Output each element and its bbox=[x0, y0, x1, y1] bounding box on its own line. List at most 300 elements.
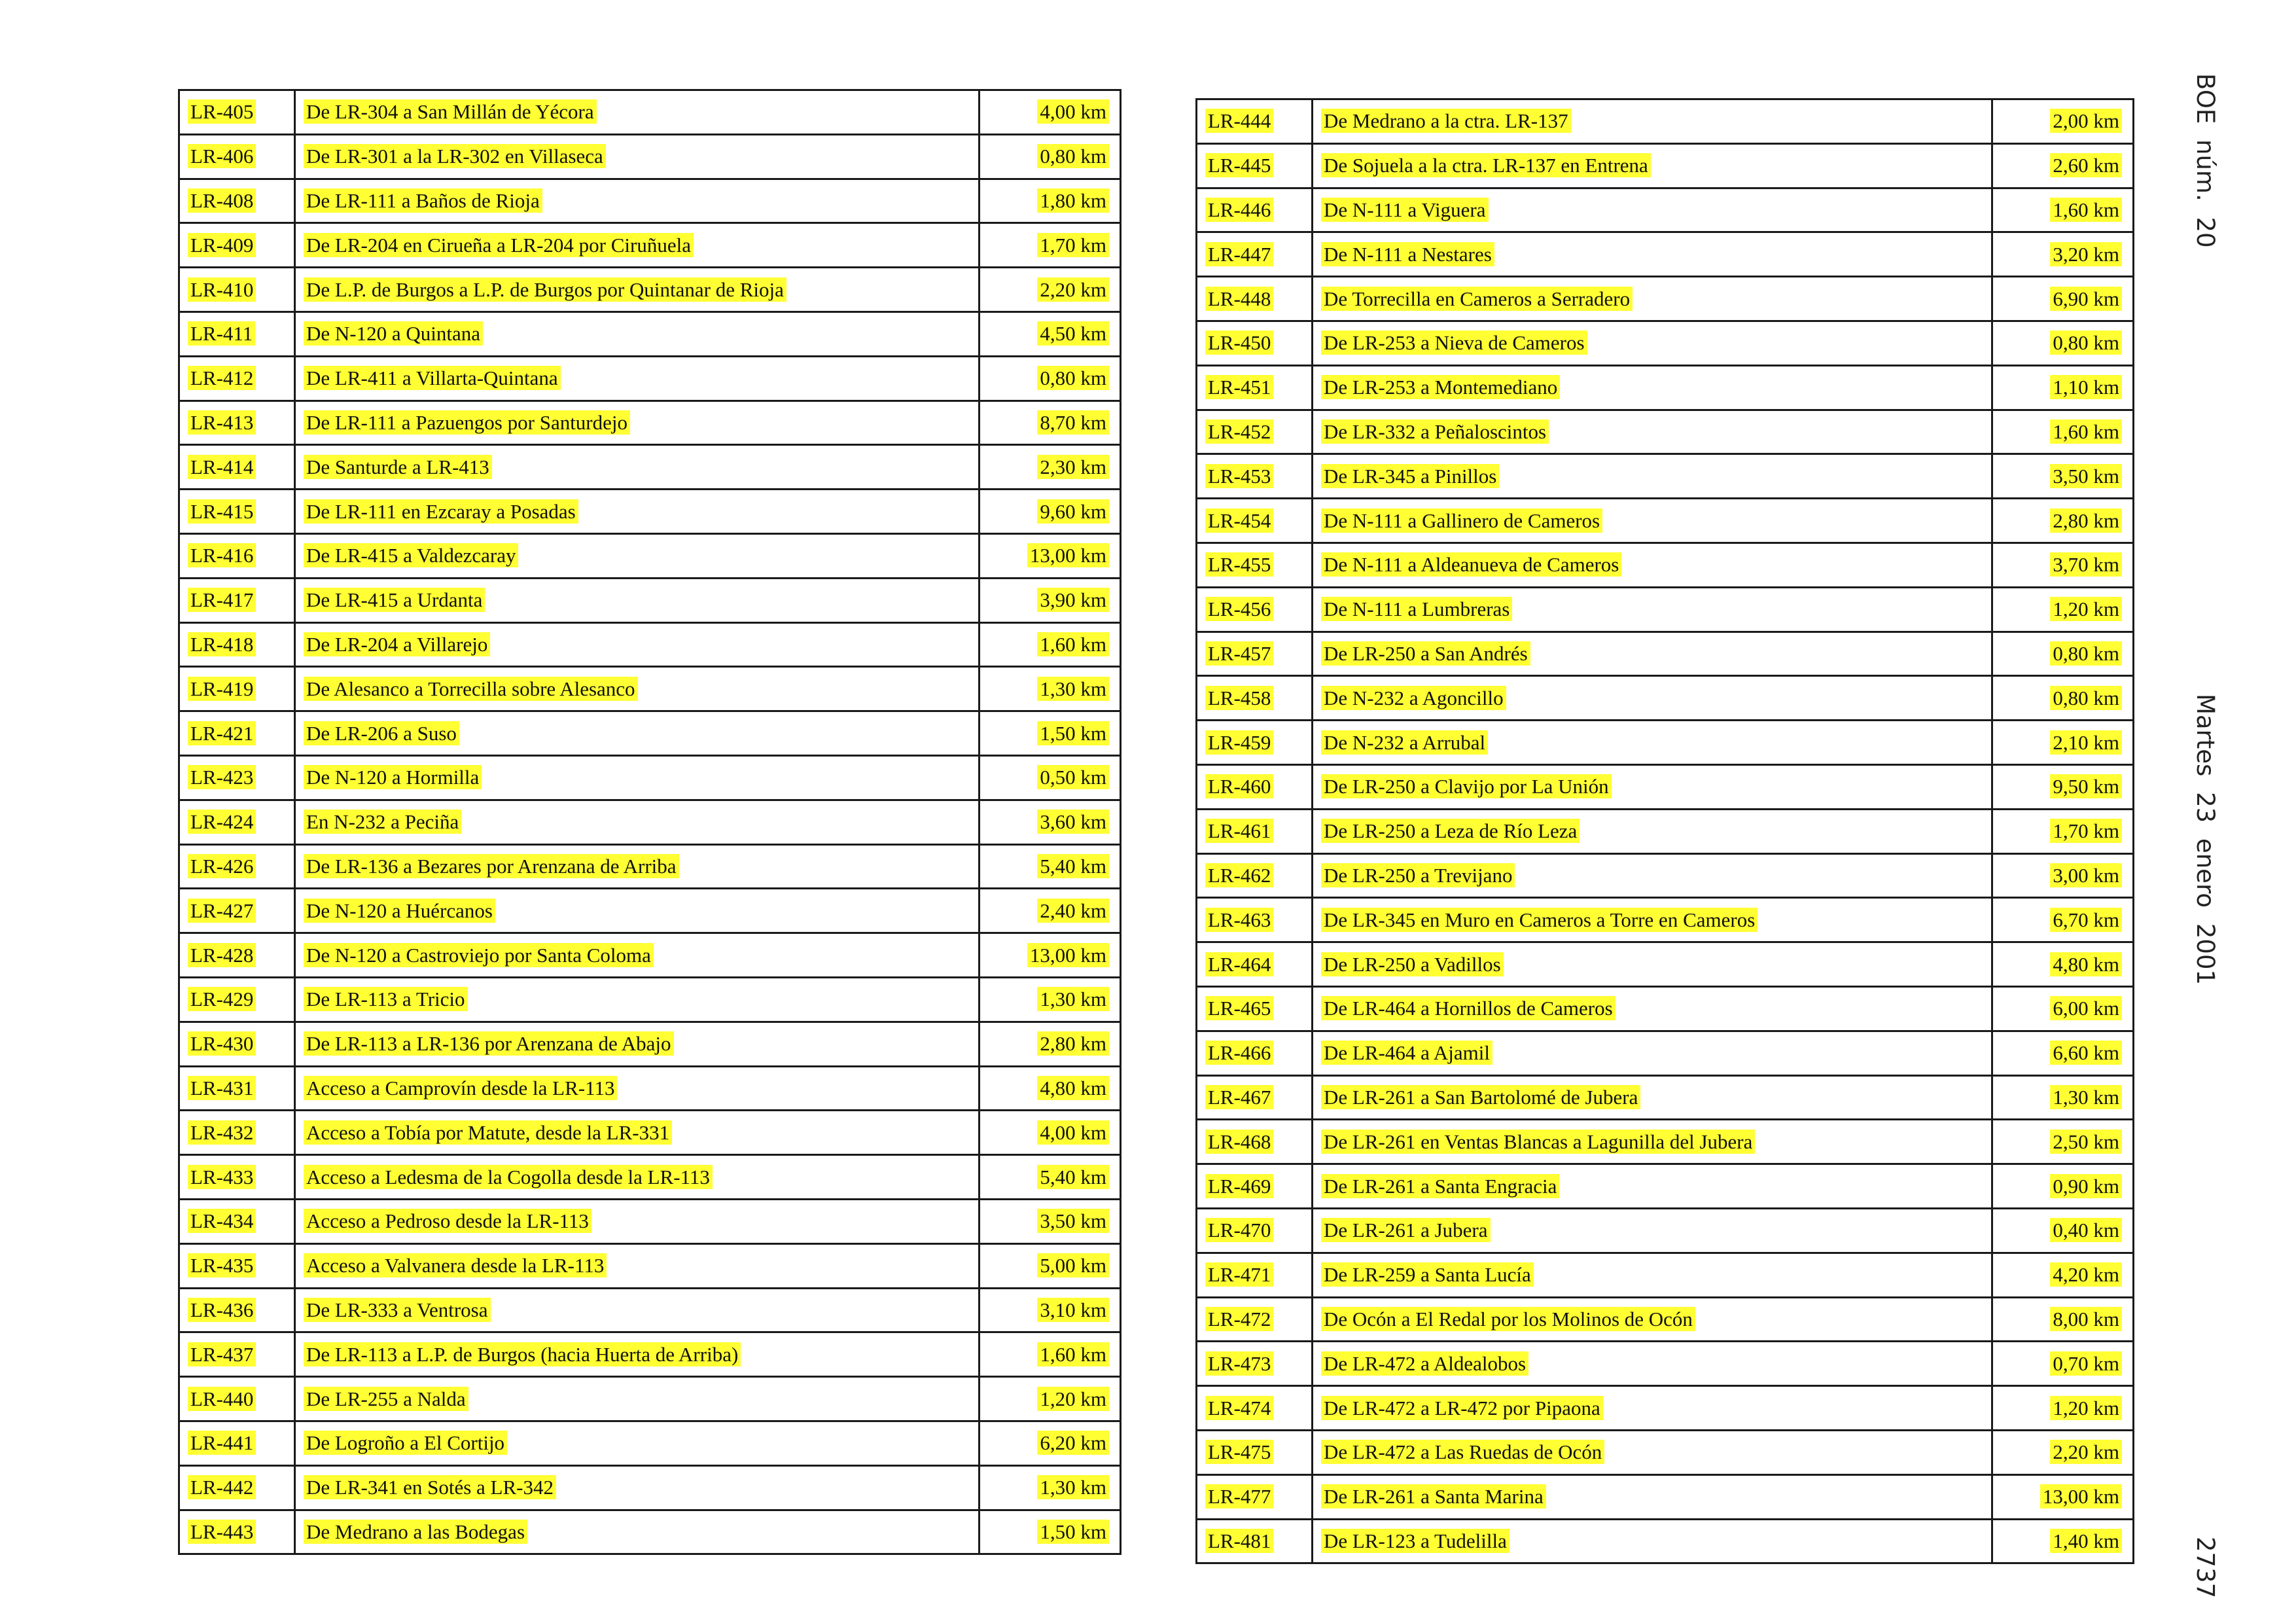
road-code: LR-432 bbox=[188, 1120, 256, 1145]
road-code: LR-415 bbox=[188, 499, 256, 524]
road-distance: 3,20 km bbox=[2050, 242, 2122, 266]
road-distance-cell bbox=[1992, 410, 2134, 454]
road-description-cell bbox=[295, 755, 980, 800]
road-code-cell bbox=[179, 622, 295, 667]
road-code: LR-413 bbox=[188, 410, 256, 435]
road-description-cell bbox=[1313, 1208, 1992, 1253]
road-distance: 3,50 km bbox=[2050, 464, 2122, 488]
road-distance-cell bbox=[1992, 454, 2134, 499]
road-description: De N-111 a Gallinero de Cameros bbox=[1321, 508, 1602, 533]
table-row bbox=[179, 889, 1121, 933]
road-code-cell bbox=[179, 667, 295, 711]
road-description: De LR-415 a Valdezcaray bbox=[304, 543, 518, 567]
road-distance: 6,20 km bbox=[1037, 1431, 1109, 1455]
road-distance-cell bbox=[1992, 499, 2134, 543]
road-distance: 3,60 km bbox=[1037, 810, 1109, 834]
table-row bbox=[179, 1155, 1121, 1200]
road-distance-cell bbox=[980, 800, 1121, 844]
road-code-cell bbox=[179, 1111, 295, 1155]
road-distance-cell bbox=[1992, 898, 2134, 942]
road-code: LR-427 bbox=[188, 899, 256, 923]
road-code: LR-456 bbox=[1205, 597, 1273, 621]
road-code-cell bbox=[179, 844, 295, 889]
road-code-cell bbox=[1197, 1386, 1313, 1431]
road-description-cell bbox=[1313, 499, 1992, 543]
road-code: LR-446 bbox=[1205, 198, 1273, 222]
road-description-cell bbox=[1313, 410, 1992, 454]
road-code-cell bbox=[179, 1199, 295, 1243]
table-row bbox=[1197, 1474, 2134, 1519]
road-code: LR-405 bbox=[188, 99, 256, 124]
road-code-cell bbox=[1197, 1342, 1313, 1386]
road-description: De N-111 a Nestares bbox=[1321, 242, 1494, 266]
road-code-cell bbox=[1197, 1474, 1313, 1519]
road-code: LR-406 bbox=[188, 144, 256, 168]
road-description-cell bbox=[1313, 1031, 1992, 1075]
road-description: De Ocón a El Redal por los Molinos de Ocón bbox=[1321, 1307, 1695, 1331]
road-code: LR-448 bbox=[1205, 287, 1273, 311]
road-description: De LR-204 a Villarejo bbox=[304, 632, 490, 656]
road-description-cell bbox=[1313, 1120, 1992, 1164]
table-row bbox=[1197, 232, 2134, 277]
road-distance-cell bbox=[980, 401, 1121, 445]
road-distance: 13,00 km bbox=[1027, 543, 1109, 567]
road-code: LR-440 bbox=[188, 1387, 256, 1411]
table-row bbox=[179, 667, 1121, 711]
road-code: LR-459 bbox=[1205, 730, 1273, 755]
road-description: De LR-250 a Leza de Río Leza bbox=[1321, 819, 1580, 843]
road-code-cell bbox=[1197, 1120, 1313, 1164]
table-row bbox=[179, 800, 1121, 844]
road-description: De LR-259 a Santa Lucía bbox=[1321, 1262, 1534, 1287]
road-code-cell bbox=[1197, 1075, 1313, 1120]
road-description: Acceso a Valvanera desde la LR-113 bbox=[304, 1253, 607, 1277]
road-code-cell bbox=[179, 356, 295, 401]
road-description-cell bbox=[295, 1421, 980, 1465]
road-code-cell bbox=[1197, 676, 1313, 721]
road-distance-cell bbox=[1992, 853, 2134, 898]
road-description: Acceso a Pedroso desde la LR-113 bbox=[304, 1209, 592, 1233]
road-code-cell bbox=[179, 134, 295, 179]
table-row bbox=[179, 134, 1121, 179]
road-distance-cell bbox=[980, 1288, 1121, 1332]
road-description: De LR-464 a Hornillos de Cameros bbox=[1321, 996, 1616, 1020]
road-description: De N-120 a Castroviejo por Santa Coloma bbox=[304, 943, 654, 967]
road-description-cell bbox=[295, 933, 980, 978]
road-description: De Torrecilla en Cameros a Serradero bbox=[1321, 287, 1633, 311]
road-description: De LR-472 a LR-472 por Pipaona bbox=[1321, 1396, 1603, 1420]
road-code: LR-408 bbox=[188, 188, 256, 213]
road-description-cell bbox=[295, 977, 980, 1022]
road-distance-cell bbox=[1992, 809, 2134, 853]
road-distance: 2,00 km bbox=[2050, 109, 2122, 133]
road-description: De LR-415 a Urdanta bbox=[304, 588, 485, 612]
road-description: De N-120 a Hormilla bbox=[304, 765, 482, 789]
road-code-cell bbox=[1197, 454, 1313, 499]
table-row bbox=[179, 1421, 1121, 1465]
road-distance: 2,60 km bbox=[2050, 153, 2122, 177]
road-code: LR-428 bbox=[188, 943, 256, 967]
table-row bbox=[179, 1377, 1121, 1421]
road-distance: 1,70 km bbox=[1037, 233, 1109, 257]
road-description-cell bbox=[1313, 853, 1992, 898]
road-description-cell bbox=[295, 711, 980, 756]
road-distance: 1,30 km bbox=[2050, 1085, 2122, 1109]
road-code: LR-463 bbox=[1205, 908, 1273, 932]
road-code-cell bbox=[1197, 1164, 1313, 1209]
road-distance-cell bbox=[1992, 632, 2134, 676]
table-row bbox=[179, 268, 1121, 312]
road-description-cell bbox=[295, 1022, 980, 1066]
table-row bbox=[179, 1111, 1121, 1155]
road-description: De N-120 a Huércanos bbox=[304, 899, 495, 923]
road-distance: 2,50 km bbox=[2050, 1130, 2122, 1154]
road-description: De LR-261 a Santa Marina bbox=[1321, 1484, 1546, 1508]
road-distance-cell bbox=[1992, 188, 2134, 232]
road-description-cell bbox=[295, 1332, 980, 1377]
table-row bbox=[1197, 1120, 2134, 1164]
road-distance: 4,80 km bbox=[2050, 952, 2122, 976]
road-description-cell bbox=[295, 1243, 980, 1288]
road-code-cell bbox=[179, 1510, 295, 1554]
road-code: LR-433 bbox=[188, 1165, 256, 1189]
road-distance: 0,90 km bbox=[2050, 1174, 2122, 1198]
table-row bbox=[1197, 809, 2134, 853]
road-distance: 8,70 km bbox=[1037, 410, 1109, 435]
road-code-cell bbox=[179, 711, 295, 756]
table-row bbox=[179, 1199, 1121, 1243]
table-row bbox=[179, 578, 1121, 622]
road-description-cell bbox=[295, 1155, 980, 1200]
table-row bbox=[1197, 1164, 2134, 1209]
road-code: LR-431 bbox=[188, 1076, 256, 1100]
road-distance-cell bbox=[1992, 1253, 2134, 1297]
table-row bbox=[1197, 499, 2134, 543]
road-description: De N-232 a Agoncillo bbox=[1321, 686, 1506, 710]
road-distance-cell bbox=[980, 533, 1121, 578]
road-code-cell bbox=[1197, 721, 1313, 765]
road-distance-cell bbox=[980, 889, 1121, 933]
road-code-cell bbox=[1197, 499, 1313, 543]
road-distance-cell bbox=[1992, 721, 2134, 765]
road-code: LR-453 bbox=[1205, 464, 1273, 488]
road-distance: 0,80 km bbox=[2050, 686, 2122, 710]
road-description-cell bbox=[1313, 809, 1992, 853]
road-distance-cell bbox=[1992, 1031, 2134, 1075]
road-description-cell bbox=[1313, 1474, 1992, 1519]
road-description: De LR-345 en Muro en Cameros a Torre en Cameros bbox=[1321, 908, 1757, 932]
table-row bbox=[179, 356, 1121, 401]
table-row bbox=[1197, 365, 2134, 410]
road-distance: 1,40 km bbox=[2050, 1529, 2122, 1553]
road-distance: 6,00 km bbox=[2050, 996, 2122, 1020]
table-row bbox=[179, 977, 1121, 1022]
table-row bbox=[179, 401, 1121, 445]
road-distance: 6,60 km bbox=[2050, 1041, 2122, 1065]
road-description: De LR-111 a Baños de Rioja bbox=[304, 188, 542, 213]
road-description: De Logroño a El Cortijo bbox=[304, 1431, 507, 1455]
road-distance-cell bbox=[980, 1332, 1121, 1377]
road-code: LR-409 bbox=[188, 233, 256, 257]
road-description-cell bbox=[295, 401, 980, 445]
table-row bbox=[179, 1066, 1121, 1111]
table-row bbox=[1197, 632, 2134, 676]
road-code: LR-461 bbox=[1205, 819, 1273, 843]
road-description: De LR-333 a Ventrosa bbox=[304, 1298, 491, 1322]
journal-number: BOE núm. 20 bbox=[2191, 73, 2219, 248]
table-row bbox=[1197, 1075, 2134, 1120]
road-description-cell bbox=[295, 312, 980, 356]
road-description: De LR-113 a Tricio bbox=[304, 987, 468, 1011]
road-distance-cell bbox=[1992, 1164, 2134, 1209]
road-distance: 0,80 km bbox=[1037, 144, 1109, 168]
road-code: LR-466 bbox=[1205, 1041, 1273, 1065]
road-code-cell bbox=[1197, 809, 1313, 853]
road-code-cell bbox=[179, 933, 295, 978]
road-description-cell bbox=[295, 1288, 980, 1332]
road-description: De LR-253 a Montemediano bbox=[1321, 375, 1560, 399]
road-description: De LR-250 a Trevijano bbox=[1321, 863, 1515, 887]
road-code-cell bbox=[1197, 143, 1313, 188]
road-description: De N-111 a Viguera bbox=[1321, 198, 1489, 222]
road-distance: 1,50 km bbox=[1037, 721, 1109, 745]
road-description: De LR-472 a Aldealobos bbox=[1321, 1351, 1528, 1376]
road-distance-cell bbox=[1992, 1297, 2134, 1342]
road-code: LR-462 bbox=[1205, 863, 1273, 887]
road-description: De LR-341 en Sotés a LR-342 bbox=[304, 1475, 556, 1499]
road-code-cell bbox=[179, 1288, 295, 1332]
road-description: De LR-464 a Ajamil bbox=[1321, 1041, 1492, 1065]
road-description: De LR-261 a Santa Engracia bbox=[1321, 1174, 1559, 1198]
road-distance-cell bbox=[980, 134, 1121, 179]
table-row bbox=[179, 445, 1121, 490]
road-code: LR-424 bbox=[188, 810, 256, 834]
road-code-cell bbox=[1197, 410, 1313, 454]
road-distance-cell bbox=[980, 1243, 1121, 1288]
road-code: LR-471 bbox=[1205, 1262, 1273, 1287]
road-description-cell bbox=[295, 1465, 980, 1510]
road-code-cell bbox=[1197, 321, 1313, 365]
road-distance-cell bbox=[980, 1465, 1121, 1510]
road-description: De LR-345 a Pinillos bbox=[1321, 464, 1499, 488]
road-code-cell bbox=[179, 533, 295, 578]
table-row bbox=[179, 223, 1121, 268]
road-code-cell bbox=[179, 179, 295, 223]
road-distance-cell bbox=[980, 667, 1121, 711]
road-code: LR-447 bbox=[1205, 242, 1273, 266]
road-description-cell bbox=[1313, 99, 1992, 144]
road-description: De LR-136 a Bezares por Arenzana de Arriba bbox=[304, 854, 679, 878]
road-distance: 6,70 km bbox=[2050, 908, 2122, 932]
table-row bbox=[1197, 143, 2134, 188]
road-code-cell bbox=[179, 578, 295, 622]
road-code: LR-434 bbox=[188, 1209, 256, 1233]
table-row bbox=[179, 933, 1121, 978]
road-distance: 1,20 km bbox=[2050, 597, 2122, 621]
table-row bbox=[179, 844, 1121, 889]
road-description: De LR-204 en Cirueña a LR-204 por Ciruñuela bbox=[304, 233, 694, 257]
road-description-cell bbox=[295, 533, 980, 578]
road-code: LR-477 bbox=[1205, 1484, 1273, 1508]
road-table-right bbox=[1195, 98, 2134, 1564]
road-description: De N-111 a Aldeanueva de Cameros bbox=[1321, 552, 1621, 577]
table-row bbox=[179, 755, 1121, 800]
table-row bbox=[1197, 986, 2134, 1031]
road-description: Acceso a Ledesma de la Cogolla desde la LR-113 bbox=[304, 1165, 713, 1189]
road-code-cell bbox=[1197, 764, 1313, 809]
road-distance: 5,00 km bbox=[1037, 1253, 1109, 1277]
road-description: De Medrano a las Bodegas bbox=[304, 1520, 527, 1544]
road-code-cell bbox=[179, 1421, 295, 1465]
road-code: LR-457 bbox=[1205, 641, 1273, 666]
road-description: De N-232 a Arrubal bbox=[1321, 730, 1488, 755]
road-distance: 4,80 km bbox=[1037, 1076, 1109, 1100]
road-description: De Santurde a LR-413 bbox=[304, 455, 492, 479]
road-description-cell bbox=[1313, 898, 1992, 942]
road-code-cell bbox=[179, 401, 295, 445]
table-row bbox=[179, 711, 1121, 756]
road-code: LR-464 bbox=[1205, 952, 1273, 976]
road-table-left bbox=[178, 89, 1122, 1555]
road-code: LR-418 bbox=[188, 632, 256, 656]
road-code-cell bbox=[1197, 587, 1313, 632]
road-description: Acceso a Tobía por Matute, desde la LR-331 bbox=[304, 1120, 672, 1145]
road-code-cell bbox=[1197, 232, 1313, 277]
road-distance: 8,00 km bbox=[2050, 1307, 2122, 1331]
road-code-cell bbox=[1197, 1031, 1313, 1075]
road-distance-cell bbox=[1992, 321, 2134, 365]
road-description-cell bbox=[1313, 986, 1992, 1031]
road-description-cell bbox=[295, 356, 980, 401]
road-description-cell bbox=[1313, 764, 1992, 809]
road-distance-cell bbox=[980, 1421, 1121, 1465]
table-row bbox=[179, 1465, 1121, 1510]
road-distance-cell bbox=[1992, 1075, 2134, 1120]
road-description-cell bbox=[1313, 632, 1992, 676]
road-distance: 1,30 km bbox=[1037, 987, 1109, 1011]
table-row bbox=[1197, 898, 2134, 942]
road-distance: 1,20 km bbox=[1037, 1387, 1109, 1411]
road-description: De LR-123 a Tudelilla bbox=[1321, 1529, 1510, 1553]
road-distance-cell bbox=[980, 1066, 1121, 1111]
road-code: LR-452 bbox=[1205, 419, 1273, 444]
road-distance: 4,20 km bbox=[2050, 1262, 2122, 1287]
road-distance-cell bbox=[1992, 942, 2134, 987]
road-distance-cell bbox=[980, 711, 1121, 756]
road-distance-cell bbox=[1992, 764, 2134, 809]
road-distance: 3,00 km bbox=[2050, 863, 2122, 887]
road-distance: 1,60 km bbox=[2050, 198, 2122, 222]
road-code: LR-472 bbox=[1205, 1307, 1273, 1331]
road-distance-cell bbox=[1992, 1386, 2134, 1431]
road-distance-cell bbox=[1992, 365, 2134, 410]
table-row bbox=[179, 1022, 1121, 1066]
road-distance-cell bbox=[980, 490, 1121, 534]
road-distance: 3,10 km bbox=[1037, 1298, 1109, 1322]
road-distance: 5,40 km bbox=[1037, 854, 1109, 878]
road-distance-cell bbox=[980, 179, 1121, 223]
road-distance: 1,60 km bbox=[1037, 1342, 1109, 1366]
road-code-cell bbox=[179, 1377, 295, 1421]
road-description-cell bbox=[295, 490, 980, 534]
road-code: LR-475 bbox=[1205, 1440, 1273, 1464]
road-code-cell bbox=[179, 90, 295, 135]
table-row bbox=[1197, 1297, 2134, 1342]
road-code-cell bbox=[1197, 99, 1313, 144]
table-row bbox=[179, 179, 1121, 223]
road-description-cell bbox=[295, 1111, 980, 1155]
road-distance-cell bbox=[980, 578, 1121, 622]
road-distance: 2,40 km bbox=[1037, 899, 1109, 923]
road-distance: 0,80 km bbox=[1037, 366, 1109, 390]
road-code-cell bbox=[179, 490, 295, 534]
road-code-cell bbox=[179, 977, 295, 1022]
road-code-cell bbox=[1197, 1253, 1313, 1297]
road-code: LR-437 bbox=[188, 1342, 256, 1366]
table-row bbox=[179, 1243, 1121, 1288]
road-distance-cell bbox=[1992, 1430, 2134, 1474]
road-code: LR-410 bbox=[188, 277, 256, 302]
road-distance: 3,70 km bbox=[2050, 552, 2122, 577]
road-code: LR-417 bbox=[188, 588, 256, 612]
road-description-cell bbox=[295, 268, 980, 312]
road-description-cell bbox=[1313, 721, 1992, 765]
road-distance: 4,00 km bbox=[1037, 99, 1109, 124]
road-description: Acceso a Camprovín desde la LR-113 bbox=[304, 1076, 617, 1100]
road-distance: 2,20 km bbox=[1037, 277, 1109, 302]
road-distance-cell bbox=[1992, 1120, 2134, 1164]
road-code-cell bbox=[179, 1332, 295, 1377]
road-code: LR-473 bbox=[1205, 1351, 1273, 1376]
road-description-cell bbox=[295, 179, 980, 223]
road-code: LR-458 bbox=[1205, 686, 1273, 710]
road-distance-cell bbox=[980, 445, 1121, 490]
table-row bbox=[1197, 321, 2134, 365]
road-code: LR-465 bbox=[1205, 996, 1273, 1020]
road-code-cell bbox=[1197, 1208, 1313, 1253]
road-code: LR-411 bbox=[188, 321, 255, 346]
road-description: De LR-206 a Suso bbox=[304, 721, 459, 745]
road-code-cell bbox=[179, 889, 295, 933]
road-distance: 5,40 km bbox=[1037, 1165, 1109, 1189]
road-description-cell bbox=[1313, 942, 1992, 987]
road-description-cell bbox=[1313, 1253, 1992, 1297]
road-distance: 0,80 km bbox=[2050, 330, 2122, 355]
road-distance-cell bbox=[980, 755, 1121, 800]
road-description-cell bbox=[1313, 1386, 1992, 1431]
table-row bbox=[1197, 1386, 2134, 1431]
road-distance: 1,60 km bbox=[1037, 632, 1109, 656]
publication-date: Martes 23 enero 2001 bbox=[2191, 694, 2219, 985]
table-row bbox=[1197, 188, 2134, 232]
table-row bbox=[1197, 676, 2134, 721]
road-description: De LR-113 a L.P. de Burgos (hacia Huerta de Arriba) bbox=[304, 1342, 741, 1366]
road-description-cell bbox=[295, 578, 980, 622]
road-code: LR-435 bbox=[188, 1253, 256, 1277]
road-code: LR-468 bbox=[1205, 1130, 1273, 1154]
road-code: LR-416 bbox=[188, 543, 256, 567]
road-description-cell bbox=[295, 800, 980, 844]
road-description: De LR-472 a Las Ruedas de Ocón bbox=[1321, 1440, 1604, 1464]
table-row bbox=[1197, 454, 2134, 499]
road-description: De L.P. de Burgos a L.P. de Burgos por Quintanar de Rioja bbox=[304, 277, 786, 302]
road-code-cell bbox=[1197, 365, 1313, 410]
table-row bbox=[1197, 1342, 2134, 1386]
road-description: De LR-261 en Ventas Blancas a Lagunilla del Jubera bbox=[1321, 1130, 1755, 1154]
road-code-cell bbox=[179, 312, 295, 356]
road-description: De LR-111 a Pazuengos por Santurdejo bbox=[304, 410, 630, 435]
road-distance: 6,90 km bbox=[2050, 287, 2122, 311]
